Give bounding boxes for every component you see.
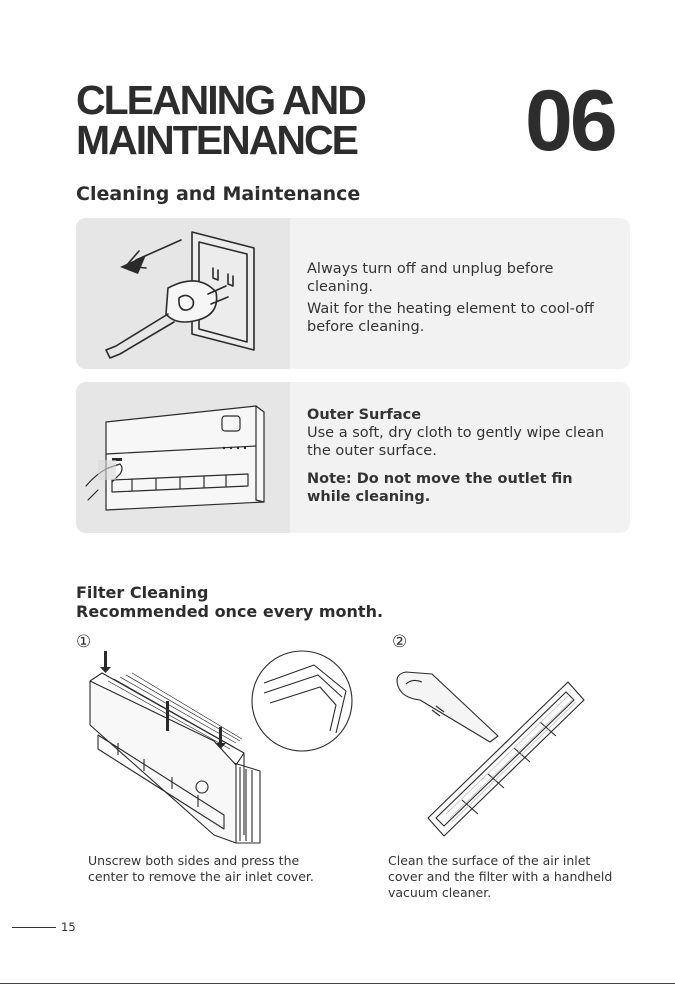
chapter-number: 06 (525, 73, 615, 169)
step-2-caption: Clean the surface of the air inlet cover and the filter with a handheld vacuum cleaner. (388, 853, 613, 900)
outer-fin-note: Note: Do not move the outlet fin while cleaning. (307, 471, 573, 505)
unplug-illustration (76, 218, 290, 369)
cool-off-instruction: Wait for the heating element to cool-off before cleaning. (307, 301, 594, 335)
step-1-caption: Unscrew both sides and press the center to remove the air inlet cover. (88, 853, 314, 884)
section-subtitle: Cleaning and Maintenance (76, 183, 361, 205)
outer-surface-text (307, 406, 616, 506)
heater-wipe-illustration (76, 382, 290, 533)
chapter-title-line-1: CLEANING AND (76, 77, 365, 123)
chapter-title-line-2: MAINTENANCE (76, 117, 357, 163)
step-1-number: ① (76, 632, 92, 652)
filter-cleaning-title: Filter Cleaning (76, 583, 209, 602)
outer-surface-body: Use a soft, dry cloth to gently wipe clean the outer surface. (307, 425, 605, 459)
unplug-card (76, 218, 630, 369)
page-number: 15 (61, 920, 76, 934)
outer-surface-heading: Outer Surface (307, 407, 422, 423)
footer-rule (12, 927, 56, 928)
outer-surface-card (76, 382, 630, 533)
unplug-instruction: Always turn off and unplug before cleaning. (307, 261, 554, 295)
filter-frequency: Recommended once every month. (76, 602, 384, 621)
vacuum-filter-illustration (392, 660, 592, 840)
unplug-text (307, 260, 616, 336)
step-2-number: ② (392, 632, 408, 652)
heater-unit-icon (76, 382, 290, 533)
remove-inlet-cover-illustration (84, 645, 362, 845)
plug-outlet-icon (76, 218, 290, 369)
